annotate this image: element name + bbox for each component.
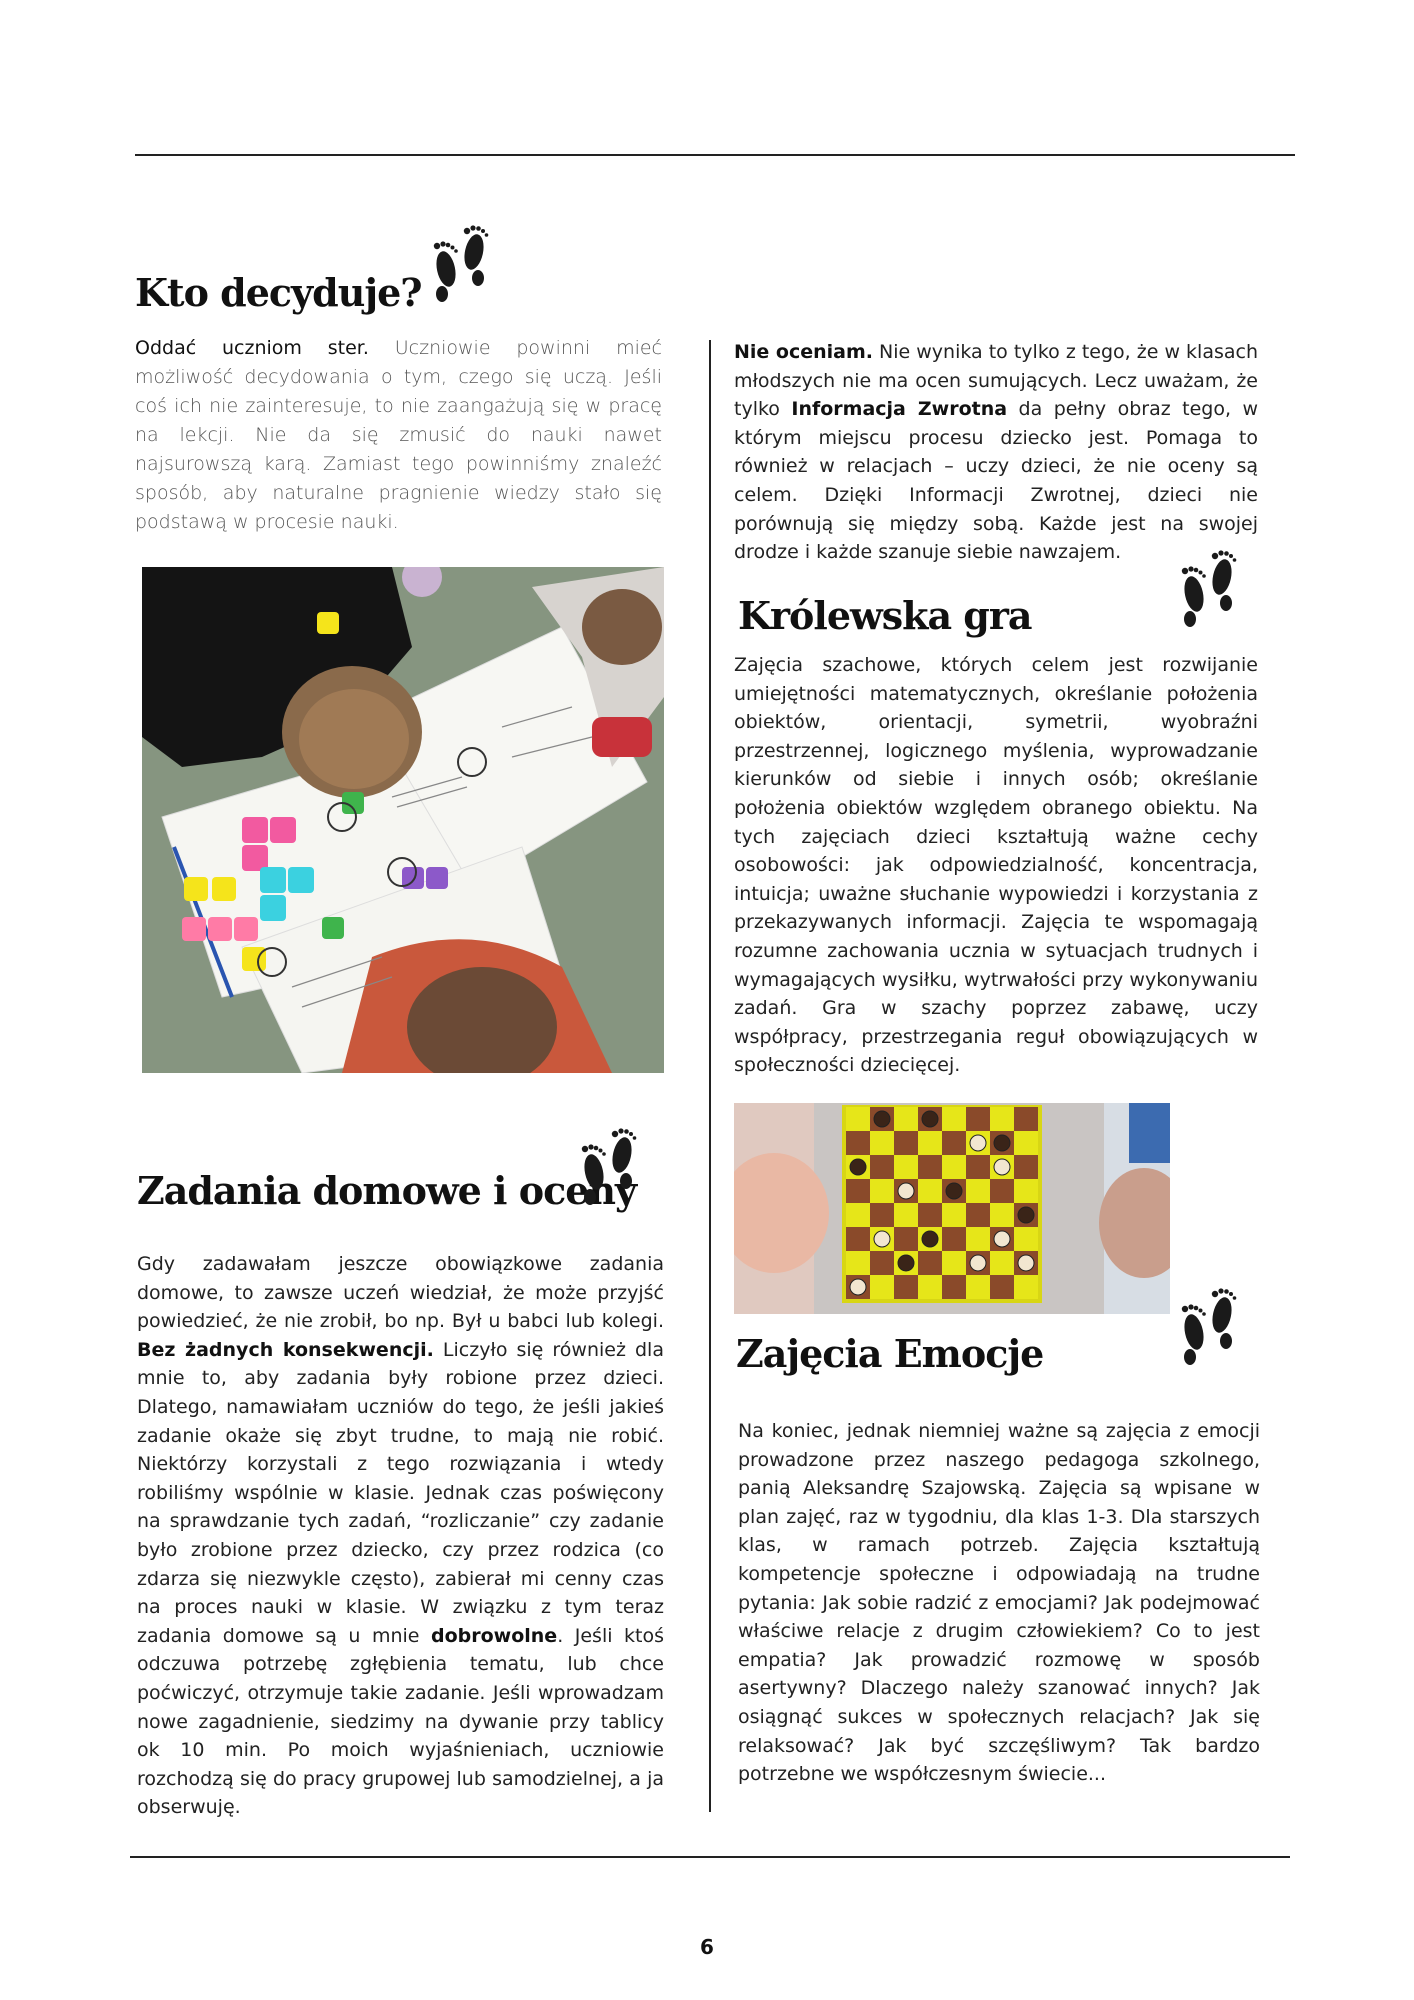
kto-decyduje-paragraph (135, 334, 662, 537)
section-title-zadania-domowe: Zadania domowe i oceny (137, 1168, 637, 1213)
footprints-icon (1172, 1285, 1244, 1369)
oceny-lead: Nie oceniam. (734, 341, 873, 363)
zadania-text-1: Gdy zadawałam jeszcze obowiązkowe zadania domowe, to zawsze uczeń wiedział, że może przyjść powiedzieć, że nie zrobił, bo np. Był u babci lub kolegi. (137, 1253, 664, 1333)
top-rule (135, 154, 1295, 156)
oceny-text-2: da pełny obraz tego, w którym miejscu procesu dziecko jest. Pomaga to również w relacjach – uczy dzieci, że nie oceny są celem. Dzięki Informacji Zwrotnej, dzieci nie porównują się między sobą. Każde jest na swojej drodze i każde szanuje siebie nawzajem. (734, 398, 1258, 564)
section-title-zajecia-emocje: Zajęcia Emocje (736, 1331, 1044, 1376)
zadania-bold-2: dobrowolne (430, 1624, 558, 1647)
oceny-text-1: Nie wynika to tylko z tego, że w klasach młodszych nie ma ocen sumujących. Lecz uważam, że tylko (734, 341, 1258, 421)
page-number: 6 (700, 1935, 714, 1959)
zadania-text-3: . Jeśli ktoś odczuwa potrzebę zgłębienia tematu, lub chce poćwiczyć, otrzymuje takie zadanie. Jeśli wprowadzam nowe zagadnienie, siedzimy na dywanie przy tablicy ok 10 min. Po moich wyjaśnieniach, uczniowie rozchodzą się do pracy grupowej lub samodzielnej, a ja obserwuję. (137, 1624, 664, 1819)
nie-oceniam-paragraph (734, 338, 1258, 567)
kto-text: Uczniowie powinni mieć możliwość decydowania o tym, czego się uczą. Jeśli coś ich nie zainteresuje, to nie zaangażują się w pracę na lekcji. Nie da się zmusić do nauki nawet najsurowszą karą. Zamiast tego powinniśmy znaleźć sposób, aby naturalne pragnienie wiedzy stało się podstawą w procesie nauki. (135, 337, 662, 533)
zajecia-emocje-paragraph: Na koniec, jednak niemniej ważne są zajęcia z emocji prowadzone przez naszego pedagoga szkolnego, panią Aleksandrę Szajowską. Zajęcia są wpisane w plan zajęć, raz w tygodniu, dla klas 1-3. Dla starszych klas, w ramach potrzeb. Zajęcia kształtują kompetencje społeczne i odpowiadają na trudne pytania: Jak sobie radzić z emocjami? Jak podejmować właściwe relacje z drugim człowiekiem? Co to jest empatia? Jak prowadzić rozmowę w sposób asertywny? Dlaczego należy szanować innych? Jak osiągnąć sukces w społecznych relacjach? Jak się relaksować? Jak być szczęśliwym? Tak bardzo potrzebne we współczesnym świecie... (738, 1420, 1260, 1786)
zadania-text-2: Liczyło się również dla mnie to, aby zadania były robione przez dzieci. Dlatego, namawiałam uczniów do tego, że jeśli jakieś zadanie okaże się zbyt trudne, to mają nie robić. Niektórzy korzystali z tego rozwiązania i wtedy robiliśmy wspólnie w klasie. Jednak czas poświęcony na sprawdzanie tych zadań, “rozliczanie” czy zadanie było zrobione przez dziecko, czy przez rodzica (co zdarza się niezwykle często), zabierał mi cenny czas na proces nauki w klasie. W związku z tym teraz zadania domowe są u mnie (137, 1338, 664, 1647)
zadania-bold-1: Bez żadnych konsekwencji. (137, 1338, 434, 1361)
footprints-icon (424, 222, 496, 306)
kto-lead: Oddać uczniom ster. (135, 337, 369, 359)
krolewska-gra-paragraph: Zajęcia szachowe, których celem jest rozwijanie umiejętności matematycznych, określanie położenia obiektów, orientacji, symetrii, wyobraźni przestrzennej, logicznego myślenia, wyprowadzanie kierunków od siebie i innych osób; określanie położenia obiektów względem obranego obiektu. Na tych zajęciach dzieci kształtują ważne cechy osobowości: jak odpowiedzialność, koncentracja, intuicja; uważne słuchanie wypowiedzi i korzystania z przekazywanych informacji. Zajęcia te wspomagają rozumne zachowania ucznia w sytuacjach trudnych i wymagających wysiłku, wytrwałości przy wykonywaniu zadań. Gra w szachy poprzez zabawę, uczy współpracy, przestrzegania reguł obowiązujących w społeczności dziecięcej. (734, 654, 1258, 1077)
section-title-krolewska-gra: Królewska gra (738, 593, 1032, 638)
footprints-icon (572, 1125, 644, 1209)
column-divider (709, 340, 711, 1812)
section-title-kto-decyduje: Kto decyduje? (135, 270, 422, 315)
footprints-icon (1172, 547, 1244, 631)
oceny-bold: Informacja Zwrotna (791, 398, 1008, 421)
photo-chess-game (734, 1103, 1170, 1314)
photo-children-worksheets (142, 567, 664, 1073)
zadania-domowe-paragraph (137, 1250, 664, 1822)
bottom-rule (130, 1856, 1290, 1858)
